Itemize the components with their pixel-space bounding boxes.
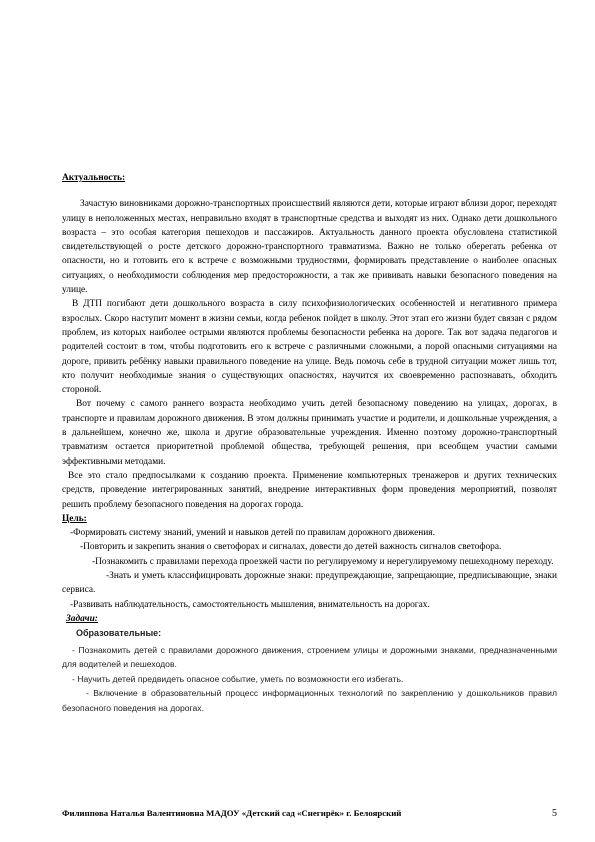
paragraph-3: Вот почему с самого раннего возраста необходимо учить детей безопасному поведению на улицах, дорогах, в транспорте и правилам дорожного движения. В этом должны принимать участие и родители, и дошкольные учреждения, а в дальнейшем, конечно же, школа и другие образовательные учреждения. Именно поэтому дорожно-транспортный травматизм остается приоритетной проблемой общества, требующей решения, при всеобщем участии самыми эффективными методами. bbox=[62, 399, 557, 467]
goal-item-3: -Познакомить с правилами перехода проезжей части по регулируемому и нерегулируемому пешеходному переходу. bbox=[92, 556, 554, 567]
goal-item-1: -Формировать систему знаний, умений и навыков детей по правилам дорожного движения. bbox=[70, 528, 435, 539]
document-body bbox=[62, 171, 557, 715]
section-heading: Актуальность: bbox=[62, 173, 126, 183]
page-footer bbox=[62, 808, 557, 818]
task-item-1: - Познакомить детей с правилами дорожного движения, строением улицы и дорожными знаками, предназначенными для водителей и пешеходов. bbox=[62, 644, 557, 669]
task-item-3: - Включение в образовательный процесс информационных технологий по закреплению у дошкольников правил безопасного поведения на дорогах. bbox=[62, 688, 557, 713]
paragraph-1: Зачастую виновниками дорожно-транспортных происшествий являются дети, которые играют вблизи дорог, переходят улицу в неположенных местах, неправильно входят в транспортные средства и выходят из них. Однако дети дошкольного возраста – это особая категория пешеходов и пассажиров. Актуальность данного проекта обусловлена статистикой свидетельствующей о росте детского дорожно-транспортного травматизма. Важно не только оберегать ребенка от опасности, но и готовить его к встрече с возможными трудностями, формировать представление о наиболее опасных ситуациях, о необходимости соблюдения мер предосторожности, а так же прививать навыки безопасного поведения на улице. bbox=[62, 199, 557, 296]
goals-heading: Цель: bbox=[62, 513, 87, 524]
goal-item-5: -Развивать наблюдательность, самостоятельность мышления, внимательность на дорогах. bbox=[70, 599, 430, 610]
footer-author: Филиппова Наталья Валентиновна МАДОУ «Детский сад «Снегирёк» г. Белоярский bbox=[62, 808, 402, 818]
goal-item-2: -Повторить и закрепить знания о светофорах и сигналах, довести до детей важность сигналов светофора. bbox=[80, 542, 502, 553]
page-number: 5 bbox=[552, 808, 557, 819]
task-item-2: - Научить детей предвидеть опасное событие, уметь по возможности его избегать. bbox=[72, 673, 404, 684]
tasks-heading: Задачи: bbox=[66, 613, 98, 624]
paragraph-4: Все это стало предпосылками к созданию проекта. Применение компьютерных тренажеров и других технических средств, проведение интегрированных занятий, внедрение интерактивных форм проведения мероприятий, позволят решить проблему безопасного поведения на дорогах города. bbox=[62, 470, 557, 510]
paragraph-2: В ДТП погибают дети дошкольного возраста в силу психофизиологических особенностей и негативного примера взрослых. Скоро наступит момент в жизни семьи, когда ребенок пойдет в школу. Этот этап его жизни будет связан с рядом проблем, из которых наиболее острыми являются проблемы безопасности ребенка на дороге. Так вот задача педагогов и родителей состоит в том, чтобы подготовить его к встрече с различными сложными, а порой опасными ситуациями на дороге, привить ребёнку навыки правильного поведение на улице. Ведь помочь себе в трудной ситуации может лишь тот, кто получит необходимые знания о существующих опасностях, научится их своевременно распознавать, обходить стороной. bbox=[62, 299, 557, 396]
goal-item-4: -Знать и уметь классифицировать дорожные знаки: предупреждающие, запрещающие, предписывающие, знаки сервиса. bbox=[62, 571, 557, 596]
tasks-subheading: Образовательные: bbox=[76, 628, 162, 639]
